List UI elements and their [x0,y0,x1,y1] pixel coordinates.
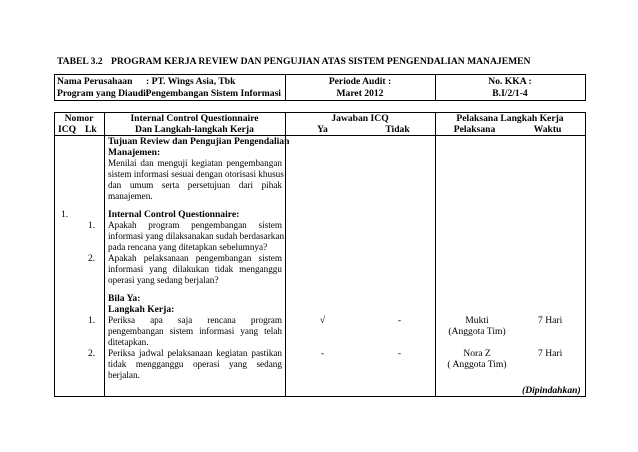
table-label: TABEL 3.2 [57,56,103,67]
row2-ya: - [320,348,325,359]
q2-number: 2. [88,253,96,264]
langkah-heading: Langkah Kerja: [108,304,175,315]
icq-number: 1. [61,209,69,220]
q2-line: informasi yang dilakukan tidak menganggu [108,264,282,274]
col-icq: ICQ [58,124,77,135]
s1-line: ditetapkan. [108,337,149,347]
row1-tidak: - [397,315,402,326]
kka-label: No. KKA : [488,76,532,87]
col-icq-title-2: Dan Langkah-langkah Kerja [135,124,254,135]
q1-line: Apakah program pengembangan sistem [108,220,282,230]
period-label: Periode Audit : [328,76,392,87]
tujuan-line: sistem informasi sesuai dengan otorisasi khusus [108,169,284,179]
q1-number: 1. [88,220,96,231]
tujuan-line: manajemen. [108,191,153,201]
row2-waktu: 7 Hari [538,348,563,359]
col-ya: Ya [317,124,328,135]
s1-line: pengembangan sistem informasi yang telah [108,326,282,336]
q2-line: operasi yang sedang berjalan? [108,275,219,285]
s1-line: Periksa apa saja rencana program [108,315,282,325]
kka-value: B.I/2/1-4 [492,88,528,99]
s2-line: Periksa jadwal pelaksanaan kegiatan pastikan [108,348,282,358]
company-label: Nama Perusahaan [57,76,133,87]
col-waktu: Waktu [533,124,562,135]
tujuan-heading: Tujuan Review dan Pengujian Pengendalian [108,136,290,147]
s2-line: berjalan. [108,370,140,380]
q1-line: pada rencana yang ditetapkan sebelumnya? [108,242,268,252]
row2-tidak: - [397,348,402,359]
col-nomor: Nomor [64,113,94,124]
col-lk: Lk [85,124,97,135]
row1-waktu: 7 Hari [538,315,563,326]
period-value: Maret 2012 [336,88,384,99]
q2-line: Apakah pelaksanaan pengembangan sistem [108,253,282,263]
program-label: Program yang Diaudit [57,88,150,99]
row1-ya: √ [319,315,326,326]
col-pelaksana-group: Pelaksana Langkah Kerja [456,113,564,124]
document-title: PROGRAM KERJA REVIEW DAN PENGUJIAN ATAS SISTEM PENGENDALIAN MANAJEMEN [111,56,531,67]
tujuan-heading-cont: Manajemen: [108,147,161,158]
icq-heading: Internal Control Questionnaire: [108,209,240,220]
footer-note: (Dipindahkan) [522,385,581,396]
row2-pelaksana-name: Nora Z [463,348,491,359]
row2-pelaksana-role: ( Anggota Tim) [447,359,507,370]
col-icq-title-1: Internal Control Questionnaire [130,113,259,124]
col-tidak: Tidak [385,124,410,135]
row1-pelaksana-role: (Anggota Tim) [448,326,506,337]
company-value: : PT. Wings Asia, Tbk [146,76,236,87]
tujuan-line: dan umum serta persetujuan dari pihak [108,180,282,190]
program-value: : Pengembangan Sistem Informasi [140,88,281,99]
bila-ya: Bila Ya: [108,293,141,304]
s1-number: 1. [88,315,96,326]
q1-line: informasi yang dilaksanakan sudah berdasarkan [108,231,285,241]
row1-pelaksana-name: Mukti [465,315,489,326]
col-jawaban: Jawaban ICQ [331,113,389,124]
tujuan-line: Menilai dan menguji kegiatan pengembangan [108,158,282,168]
col-pelaksana: Pelaksana [453,124,496,135]
s2-number: 2. [88,348,96,359]
s2-line: tidak mengganggu operasi yang sedang [108,359,282,369]
